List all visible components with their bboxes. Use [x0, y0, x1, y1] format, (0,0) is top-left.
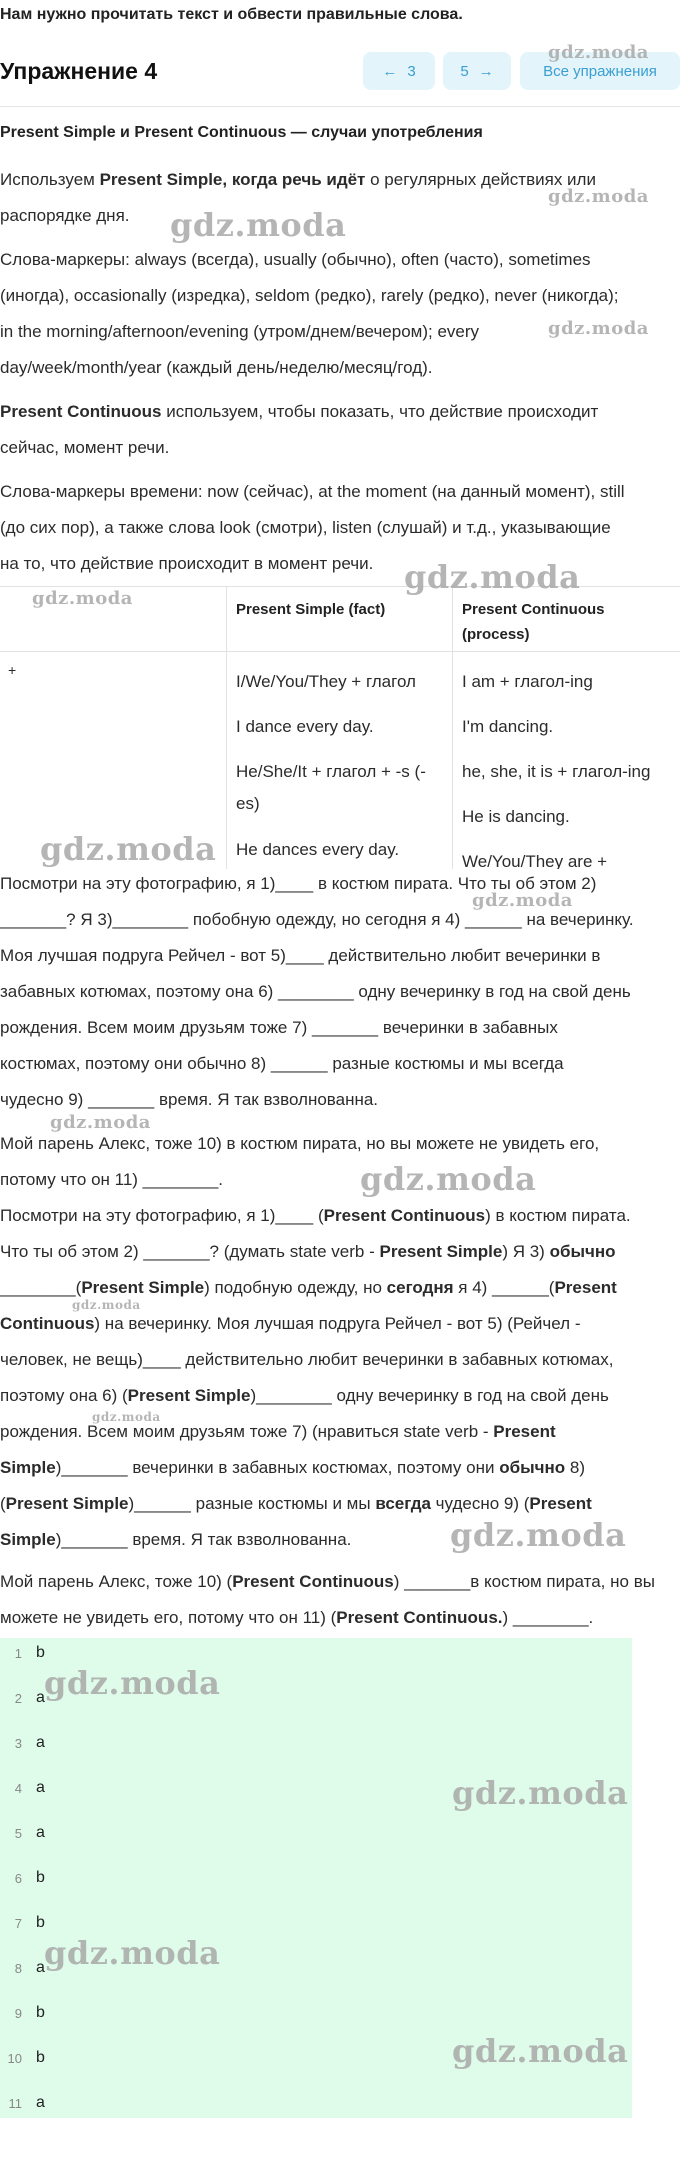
answer-item [0, 1908, 45, 1938]
continuous-example-2: He is dancing. [462, 807, 570, 826]
answer-value: a [36, 1824, 45, 1841]
watermark: gdz.moda [72, 1298, 141, 1312]
answer-item [0, 1863, 45, 1893]
watermark: gdz.moda [44, 1664, 221, 1702]
answer-value: b [36, 2004, 45, 2021]
watermark: gdz.moda [92, 1410, 161, 1424]
arrow-right-icon: → [478, 62, 494, 80]
simple-rule-2-cont: es) [236, 794, 260, 813]
answer-value: b [36, 2049, 45, 2066]
simple-rule-2: He/She/It + глагол + -s (- [236, 762, 426, 781]
continuous-rule-2: he, she, it is + глагол-ing [462, 762, 651, 781]
answer-item [0, 1728, 45, 1758]
answer-item [0, 1683, 45, 1713]
answer-item [0, 2088, 45, 2118]
section-title: Present Simple и Present Continuous — случаи употребления [0, 124, 483, 141]
answer-value: b [36, 1644, 45, 1661]
watermark: gdz.moda [548, 318, 649, 339]
next-exercise-button[interactable] [443, 52, 511, 90]
answer-number: 11 [8, 2095, 22, 2111]
table-col-empty [0, 587, 226, 869]
answer-number: 8 [14, 1960, 22, 1976]
header-present-simple: Present Simple (fact) [236, 601, 386, 618]
watermark: gdz.moda [404, 558, 581, 596]
watermark: gdz.moda [450, 1516, 627, 1554]
continuous-example-1: I'm dancing. [462, 717, 554, 736]
watermark: gdz.moda [32, 588, 133, 609]
answer-value: b [36, 1914, 45, 1931]
task-text-russian: Посмотри на эту фотографию, я 1)____ в костюм пирата. Что ты об этом 2) _______? Я 3)________ побобную одежду, но сегодня я 4) ______ на вечеринку. Моя лучшая подруга Рейчел - вот 5)____ действительно любит вечеринки в забавных котюмах, поэтому она 6) ________ одну вечеринку в год на свой день рождения. Всем моим друзьям тоже 7) _______ вечеринки в забавных костюмах, поэтому они обычно 8) ______ разные костюмы и мы всегда чудесно 9) _______ время. Я так взволнованна. [0, 874, 634, 1109]
watermark: gdz.moda [50, 1112, 151, 1133]
answer-item [0, 1953, 45, 1983]
theory-paragraph-3: Present Continuous используем, чтобы показать, что действие происходит сейчас, момент речи. [0, 402, 599, 457]
watermark: gdz.moda [548, 186, 649, 207]
answer-value: a [36, 1689, 45, 1706]
answer-item [0, 1818, 45, 1848]
all-exercises-label: Все упражнения [543, 62, 657, 80]
theory-paragraph-2: Слова-маркеры: always (всегда), usually (обычно), often (часто), sometimes (иногда), occasionally (изредка), seldom (редко), rarely (редко), never (никогда); in the morning/afternoon/evening (утром/днем/вечером); every day/week/month/year (каждый день/неделю/месяц/год). [0, 250, 619, 377]
answer-number: 3 [14, 1735, 22, 1751]
watermark: gdz.moda [170, 206, 347, 244]
answer-value: b [36, 1869, 45, 1886]
simple-example-1: I dance every day. [236, 717, 374, 736]
answer-item [0, 2043, 45, 2073]
answer-value: a [36, 1779, 45, 1796]
grammar-table [0, 586, 680, 869]
watermark: gdz.moda [360, 1160, 537, 1198]
simple-example-2: He dances every day. [236, 840, 400, 859]
answer-number: 7 [14, 1915, 22, 1931]
annotated-text: Посмотри на эту фотографию, я 1)____ (Present Continuous) в костюм пирата. Что ты об этом 2) _______? (думать state verb - Present Simple) Я 3) обычно ________(Present Simple) подобную одежду, но сегодня я 4) ______(Present Continuous) на вечеринку. Моя лучшая подруга Рейчел - вот 5) (Рейчел - человек, не вещь)____ действительно любит вечеринки в забавных котюмах, поэтому она 6) (Present Simple)________ одну вечеринку в год на свой день рождения. Всем моим друзьям тоже 7) (нравиться state verb - Present Simple)_______ вечеринки в забавных костюмах, поэтому они обычно 8) (Present Simple)______ разные костюмы и мы всегда чудесно 9) (Present Simple)_______ время. Я так взволнованна. [0, 1206, 631, 1549]
watermark: gdz.moda [452, 2032, 629, 2070]
annotated-text-end: Мой парень Алекс, тоже 10) (Present Continuous) _______в костюм пирата, но вы можете не увидеть его, потому что он 11) (Present Continuous.) ________. [0, 1572, 655, 1627]
header-divider [0, 106, 680, 107]
prev-exercise-label: 3 [407, 62, 416, 80]
answer-number: 10 [7, 2050, 22, 2066]
answer-number: 5 [14, 1825, 22, 1841]
answer-number: 6 [14, 1870, 22, 1886]
answer-number: 9 [14, 2005, 22, 2021]
simple-rule-1: I/We/You/They + глагол [236, 672, 416, 691]
watermark: gdz.moda [472, 890, 573, 911]
watermark: gdz.moda [40, 830, 217, 868]
task-text-russian-end: Мой парень Алекс, тоже 10) в костюм пирата, но вы можете не увидеть его, потому что он 11) ________. [0, 1134, 600, 1189]
prev-exercise-button[interactable] [363, 52, 435, 90]
row-marker-plus: + [8, 662, 17, 678]
theory-paragraph-4: Слова-маркеры времени: now (сейчас), at the moment (на данный момент), still (до сих пор), а также слова look (смотри), listen (слушай) и т.д., указывающие на то, что действие происходит в момент речи. [0, 482, 625, 573]
arrow-left-icon: ← [382, 62, 398, 80]
continuous-rule-1: I am + глагол-ing [462, 672, 593, 691]
watermark: gdz.moda [452, 1774, 629, 1812]
answer-value: a [36, 2094, 45, 2111]
answer-number: 1 [14, 1645, 22, 1661]
continuous-rule-3: We/You/They are + [462, 852, 608, 869]
answer-item [0, 1773, 45, 1803]
intro-text: Нам нужно прочитать текст и обвести правильные слова. [0, 6, 463, 23]
answer-value: a [36, 1734, 45, 1751]
table-row-divider [0, 651, 680, 652]
theory-paragraph-1: Используем Present Simple, когда речь идёт о регулярных действиях или распорядке дня. [0, 170, 596, 225]
watermark: gdz.moda [44, 1934, 221, 1972]
answer-number: 2 [14, 1690, 22, 1706]
header-continuous-line2: (process) [462, 626, 530, 643]
answer-item [0, 1998, 45, 2028]
next-exercise-label: 5 [460, 62, 469, 80]
answer-number: 4 [14, 1780, 22, 1796]
answer-item [0, 1638, 45, 1668]
header-present-continuous [462, 597, 605, 647]
watermark: gdz.moda [548, 42, 649, 63]
exercise-title: Упражнение 4 [0, 58, 158, 84]
answer-value: a [36, 1959, 45, 1976]
header-continuous-line1: Present Continuous [462, 601, 605, 618]
